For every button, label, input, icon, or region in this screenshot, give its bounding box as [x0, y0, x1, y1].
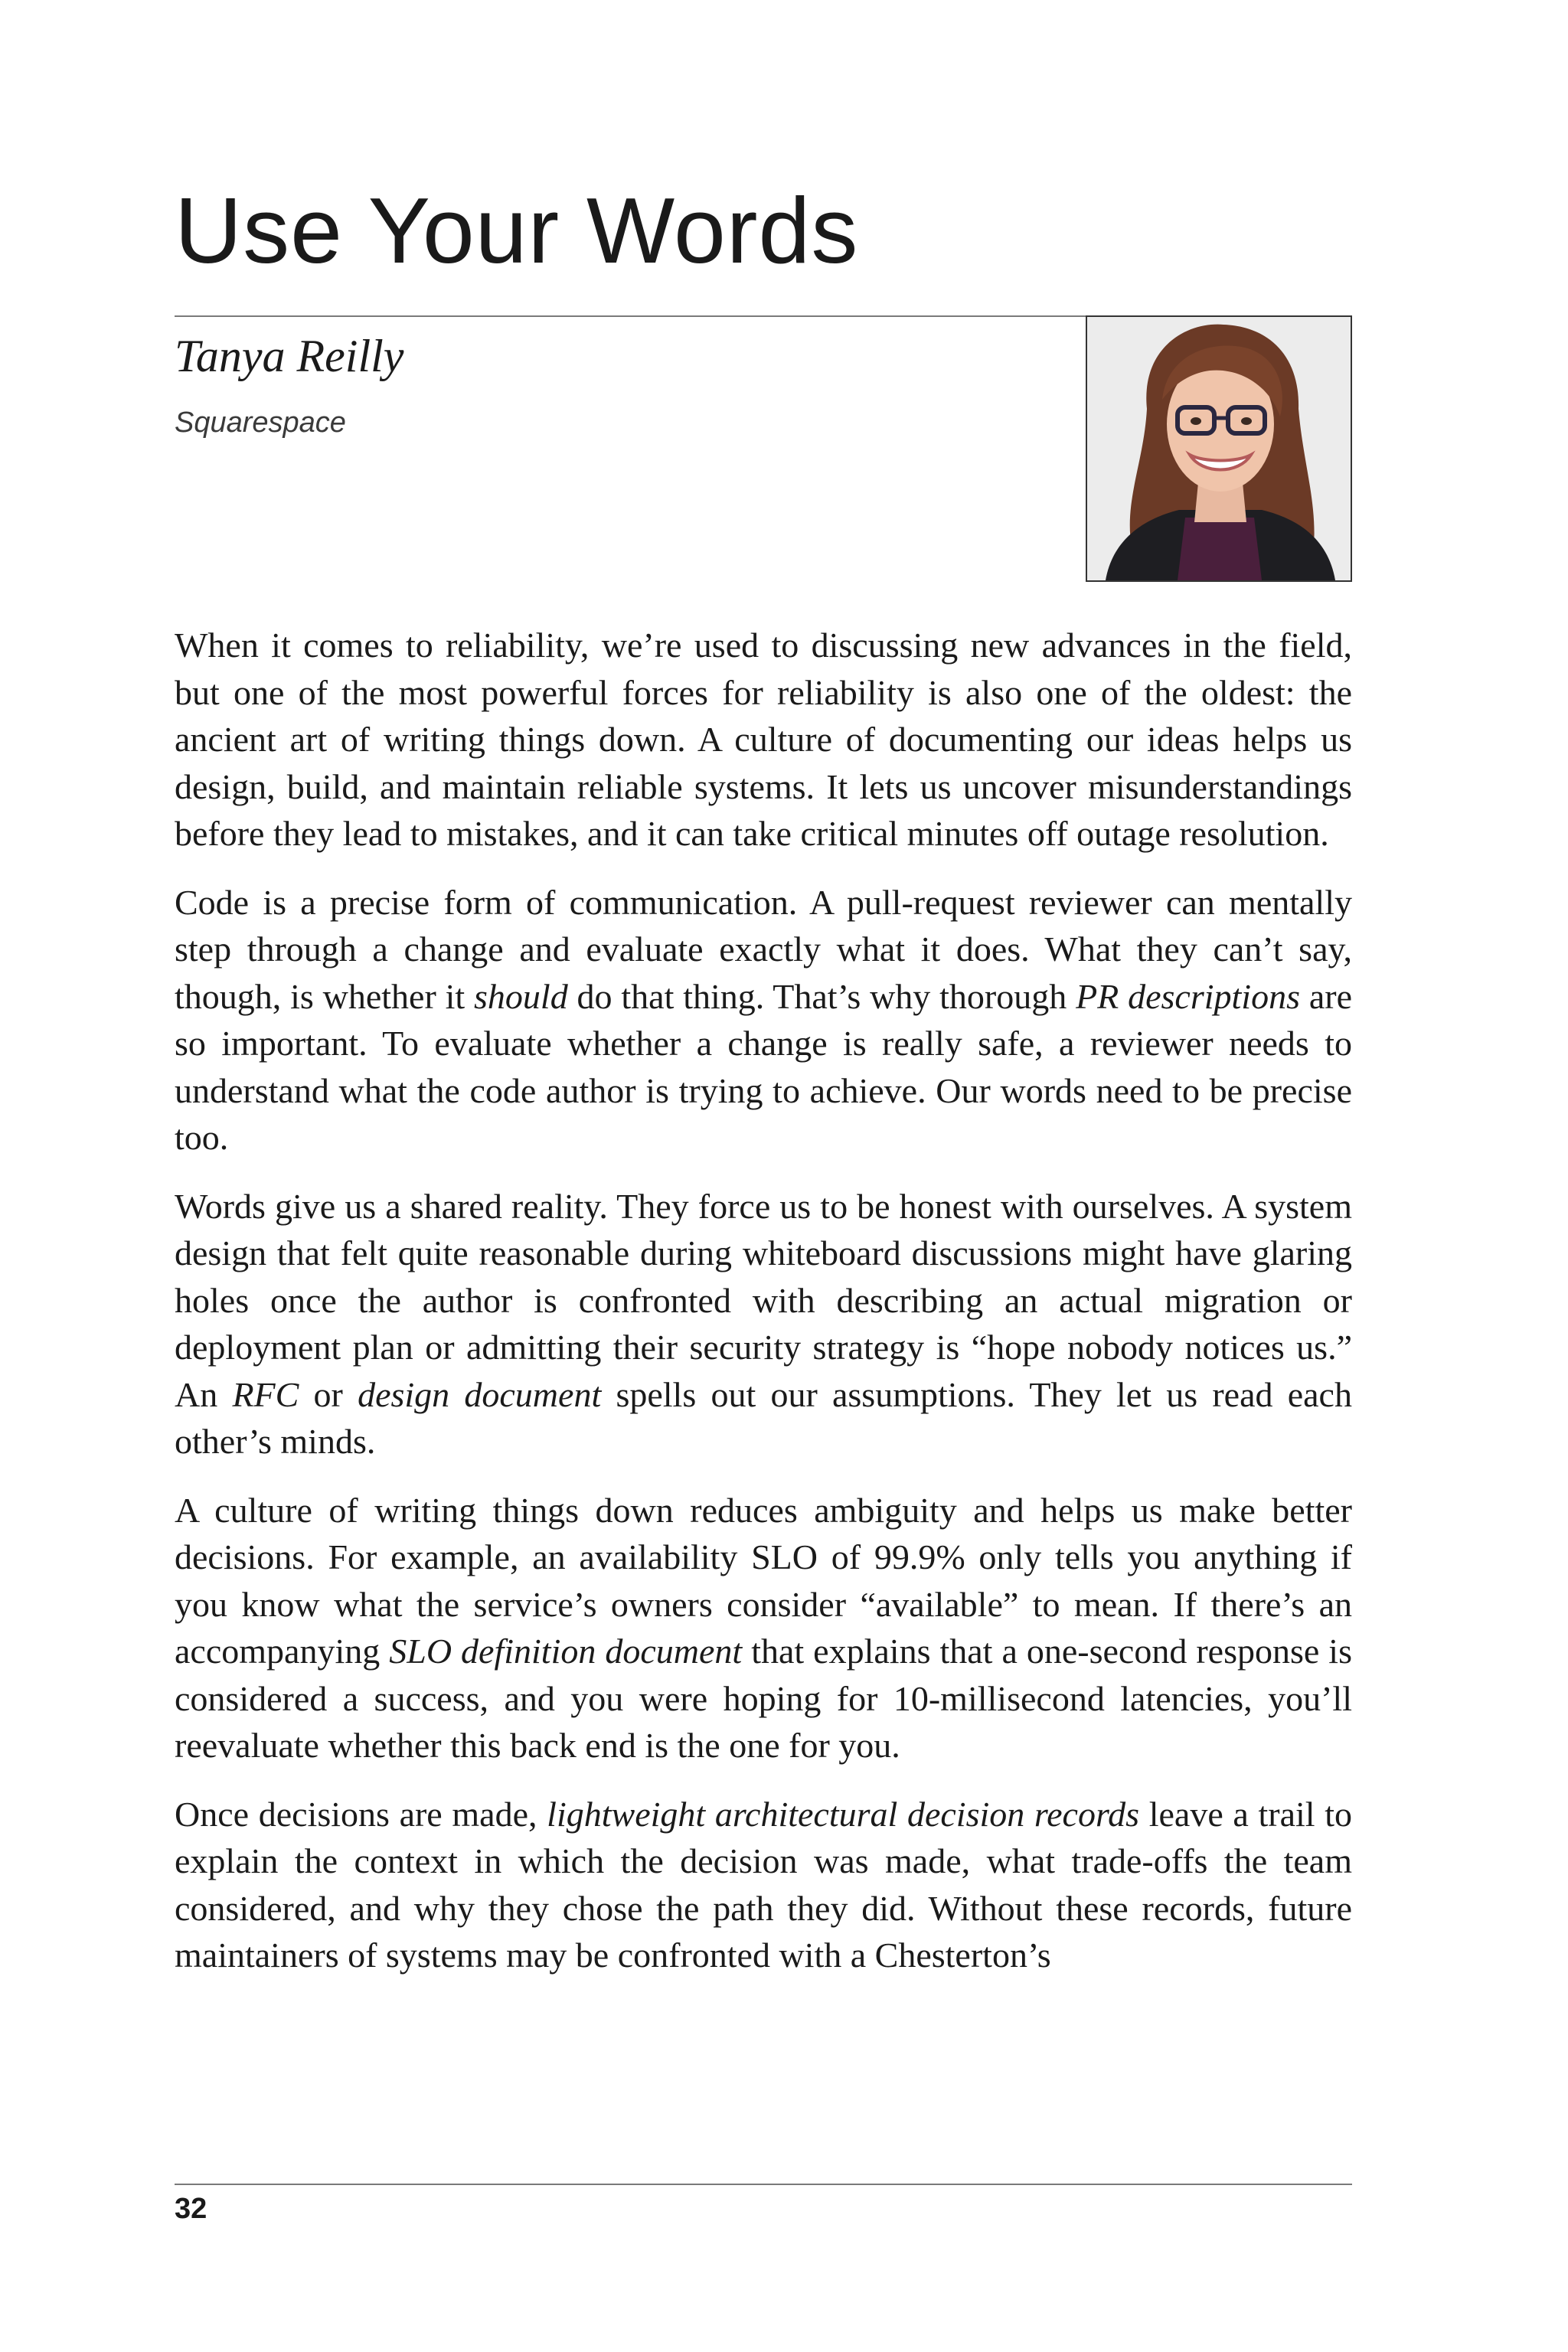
text-run: spells out our assumptions. They let us read each other’s minds.	[175, 1374, 1352, 1461]
text-run: A culture of writing things down reduces ambiguity and helps us make better decisions. For example, an availability SLO of 99.9% only tells you anything if you know what the service’s owners consider “available” to mean. If there’s an accompanying	[175, 1490, 1352, 1671]
page-title: Use Your Words	[175, 178, 859, 283]
text-run: or	[299, 1374, 358, 1414]
emphasized-term: PR descriptions	[1076, 976, 1300, 1016]
emphasized-term: design document	[358, 1374, 602, 1414]
text-run: are so important. To evaluate whether a change is really safe, a reviewer needs to understand what the code author is trying to achieve. Our words need to be precise too.	[175, 976, 1352, 1157]
text-run: leave a trail to explain the context in which the decision was made, what trade-offs the team considered, and why they chose the path they did. Without these records, future maintainers of systems may be confronted with a Chesterton’s	[175, 1794, 1352, 1975]
text-run: Words give us a shared reality. They force us to be honest with ourselves. A system design that felt quite reasonable during whiteboard discussions might have glaring holes once the author is confronted with describing an actual migration or deployment plan or admitting their security strategy is “hope nobody notices us.” An	[175, 1186, 1352, 1414]
emphasized-term: should	[474, 976, 568, 1016]
paragraph	[175, 879, 1352, 1161]
author-name: Tanya Reilly	[175, 331, 404, 381]
emphasized-term: lightweight architectural decision records	[547, 1794, 1140, 1834]
emphasized-term: SLO definition document	[389, 1632, 743, 1671]
text-run: that explains that a one-second response is considered a success, and you were hoping for 10-millisecond latencies, you’ll reevaluate whether this back end is the one for you.	[175, 1632, 1352, 1765]
page-number: 32	[175, 2193, 207, 2225]
text-run: do that thing. That’s why thorough	[567, 976, 1076, 1016]
paragraph	[175, 1183, 1352, 1465]
text-run: When it comes to reliability, we’re used to discussing new advances in the field, but one of the most powerful forces for reliability is also one of the oldest: the ancient art of writing things down. A culture of documenting our ideas helps us design, build, and maintain reliable systems. It lets us uncover misunderstandings before they lead to mistakes, and it can take critical minutes off outage resolution.	[175, 626, 1352, 853]
text-run: Code is a precise form of communication. A pull-request reviewer can mentally step through a change and evaluate exactly what it does. What they can’t say, though, is whether it	[175, 882, 1352, 1016]
author-affiliation: Squarespace	[175, 407, 346, 439]
paragraph	[175, 622, 1352, 858]
footer-divider	[175, 2184, 1352, 2185]
paragraph	[175, 1487, 1352, 1769]
text-run: Once decisions are made,	[175, 1794, 547, 1834]
author-photo	[1086, 315, 1352, 582]
emphasized-term: RFC	[232, 1374, 299, 1414]
article-body	[175, 622, 1352, 2001]
paragraph	[175, 1791, 1352, 1979]
